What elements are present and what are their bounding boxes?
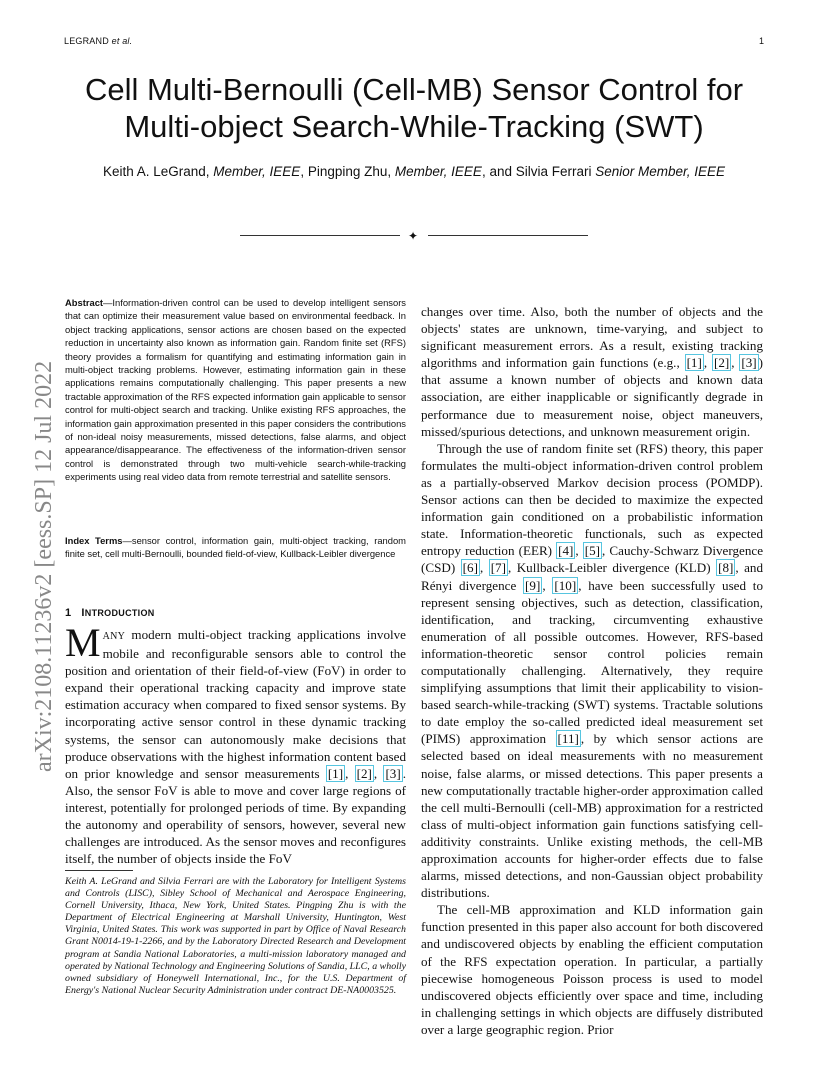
right-p2-text-f: , by which sensor actions are selected based on ideal measurements with no measurement noise, false alarms, or missed detections. This paper presents a new computationally tractable higher-order approximation called the cell multi-Bernoulli (cell-MB) approximation for a restricted class of multi-object information gain functions satisfying cell-additivity constraints. Unlike existing methods, the cell-MB approximation accounts for higher-order effects due to false alarms, missed detections, and non-Gaussian object probability distributions.	[421, 731, 764, 901]
section-first-letter: I	[81, 607, 85, 619]
page-number: 1	[758, 36, 764, 46]
drop-cap: M	[65, 620, 101, 665]
citation-link[interactable]: [10]	[554, 577, 577, 593]
running-head-etal: et al.	[111, 36, 133, 46]
citation-link[interactable]: [2]	[713, 355, 730, 371]
intro-text-a: modern multi-object tracking applications involve mobile and reconfigurable sensors able to control the position and orientation of their field-of-view (FoV) in order to expand their operational tracking capacity and improve state estimation accuracy when compared to fixed sensor systems. By incorporating active sensor control in these dynamic tracking systems, the sensor can autonomously make decisions that produce observations with the highest information content based on prior knowledge and sensor measurements	[65, 627, 406, 781]
right-column	[421, 303, 763, 1038]
author-2-role: Member, IEEE	[394, 164, 482, 179]
citation-link[interactable]: [9]	[525, 577, 541, 593]
citation-separator: ,	[542, 577, 553, 593]
separator-diamond-icon: ✦	[408, 229, 419, 243]
section-number: 1	[65, 607, 72, 619]
citation-separator: ,	[731, 355, 740, 371]
running-head	[64, 36, 132, 46]
intro-smallcaps: ANY	[102, 631, 126, 642]
right-p2-text-a: Through the use of random finite set (RFS) theory, this paper formulates the multi-object information-driven control problem as a partially-observed Markov decision process (POMDP). Sensor actions can then be decided to maximize the expected information gain conditioned on a probabilistic information state. Information-theoretic functionals, such as expected entropy reduction (EER)	[421, 440, 763, 559]
index-terms-label: Index Terms	[65, 535, 123, 546]
citation-separator: ,	[479, 560, 489, 576]
author-2: , Pingping Zhu,	[300, 164, 395, 179]
right-p2-text-b: , Cauchy-Schwarz Divergence (CSD)	[421, 543, 764, 576]
citation-link[interactable]: [5]	[584, 543, 601, 559]
citation-link[interactable]: [3]	[385, 765, 401, 781]
paper-title	[50, 71, 778, 145]
citation-separator: ,	[703, 355, 712, 371]
right-paragraph-3: The cell-MB approximation and KLD information gain function presented in this paper also account for both discovered and undiscovered objects by enabling the efficient computation of the RFS expectation operation. In particular, a partially piecewise homogeneous Poisson process is used to model undiscovered objects efficiently over space and time, including in challenging settings in which objects are diffusely distributed over a large geographic region. Prior	[421, 902, 763, 1037]
right-paragraph-2	[421, 440, 763, 902]
citation-link[interactable]: [2]	[356, 765, 372, 781]
author-3: , and Silvia Ferrari	[481, 164, 596, 179]
author-3-role: Senior Member, IEEE	[595, 164, 726, 179]
section-heading	[65, 607, 155, 619]
footnote-rule	[65, 870, 133, 871]
citation-link[interactable]: [3]	[741, 355, 757, 371]
running-head-author: LEGRAND	[64, 36, 112, 46]
citation-separator: ,	[575, 543, 583, 559]
citation-link[interactable]: [8]	[718, 560, 734, 576]
section-title-rest: NTRODUCTION	[84, 608, 155, 618]
intro-text-b: . Also, the sensor FoV is able to move and cover large regions of interest, potentially for prolonged periods of time. By expanding the autonomy and operability of sensors, however, several new challenges are introduced. As the sensor moves and reconfigures itself, the number of objects inside the FoV	[65, 765, 406, 867]
separator-line-right	[428, 235, 588, 236]
citation-link[interactable]: [7]	[490, 560, 506, 576]
citation-link[interactable]: [1]	[327, 765, 344, 781]
separator-line-left	[240, 235, 400, 236]
citation-link[interactable]: [1]	[686, 355, 702, 371]
citation-separator: ,	[345, 765, 355, 781]
intro-paragraph	[65, 620, 406, 867]
index-terms	[65, 534, 406, 561]
title-separator	[240, 229, 588, 243]
citation-link[interactable]: [11]	[557, 731, 579, 747]
arxiv-stamp[interactable]: arXiv:2108.11236v2 [eess.SP] 12 Jul 2022	[31, 360, 57, 772]
index-terms-text: —sensor control, information gain, multi-object tracking, random finite set, cell multi-Bernoulli, bounded field-of-view, Kullback-Leibler divergence	[65, 535, 406, 560]
author-1-role: Member, IEEE	[213, 164, 301, 179]
abstract-label: Abstract	[65, 297, 104, 308]
right-p1-text-a: changes over time. Also, both the number of objects and the objects' states are unknown, time-varying, and subject to significant measurement errors. As a result, existing tracking algorithms and information gain functions (e.g.,	[421, 304, 763, 371]
right-p2-text-c: , Kullback-Leibler divergence (KLD)	[507, 560, 717, 576]
right-p2-text-d: , and Rényi divergence	[421, 560, 764, 593]
abstract	[65, 296, 406, 484]
right-p2-text-e: , have been successfully used to represent sensing objectives, such as detection, classification, identification, and tracking, circumventing exhaustive enumeration of all possible outcomes. However, RFS-based information-theoretic sensor control policies remain computationally challenging. Alternatively, they require simplifying assumptions that limit their applicability to vision-based search-while-tracking (SWT) systems. Tractable solutions to date employ the so-called predicted ideal measurement set (PIMS) approximation	[421, 577, 763, 747]
affiliation-footnote: Keith A. LeGrand and Silvia Ferrari are with the Laboratory for Intelligent Systems and Controls (LISC), Sibley School of Mechanical and Aerospace Engineering, Cornell University, Ithaca, New York, United States. Pingping Zhu is with the Department of Electrical Engineering at Marshall University, Huntington, West Virginia, United States. This work was supported in part by Office of Naval Research Grant N0014-19-1-2266, and by the Laboratory Directed Research and Development program at Sandia National Laboratories, a multi-mission laboratory managed and operated by National Technology and Engineering Solutions of Sandia, LLC, a wholly owned subsidiary of Honeywell International, Inc., for the U.S. Department of Energy's National Nuclear Security Administration under contract DE-NA0003525.	[65, 876, 406, 996]
abstract-text: —Information-driven control can be used to develop intelligent sensors that can optimize their measurement value based on environmental feedback. In object tracking applications, sensor actions are chosen based on the expected reduction in uncertainty also known as information gain. Random finite set (RFS) theory provides a formalism for quantifying and estimating information gain in multi-object tracking problems. However, estimating information gain in these applications remains computationally challenging. This paper presents a new tractable approximation of the RFS expected information gain applicable to sensor control for multi-object search and tracking. Unlike existing RFS approaches, the information gain approximation presented in this paper considers the contributions of non-ideal noisy measurements, missed detections, false alarms, and object appearance/disappearance. The effectiveness of the information-driven sensor control is demonstrated through two multi-vehicle search-while-tracking experiments using real video data from remote terrestrial and satellite sensors.	[65, 297, 406, 483]
author-1: Keith A. LeGrand,	[102, 164, 214, 179]
right-p1-text-b: ) that assume a known number of objects and known data association, are either inapplicable or significantly degrade in performance due to measurement noise, object maneuvers, missed/spurious detections, and unknown measurement origin.	[421, 355, 763, 439]
right-paragraph-1	[421, 303, 763, 440]
citation-link[interactable]: [6]	[462, 560, 478, 576]
citation-separator: ,	[373, 765, 384, 781]
citation-link[interactable]: [4]	[558, 543, 574, 559]
title-line-1: Cell Multi-Bernoulli (Cell-MB) Sensor Control for	[84, 72, 744, 107]
author-list	[40, 164, 788, 179]
title-line-2: Multi-object Search-While-Tracking (SWT)	[124, 109, 704, 144]
